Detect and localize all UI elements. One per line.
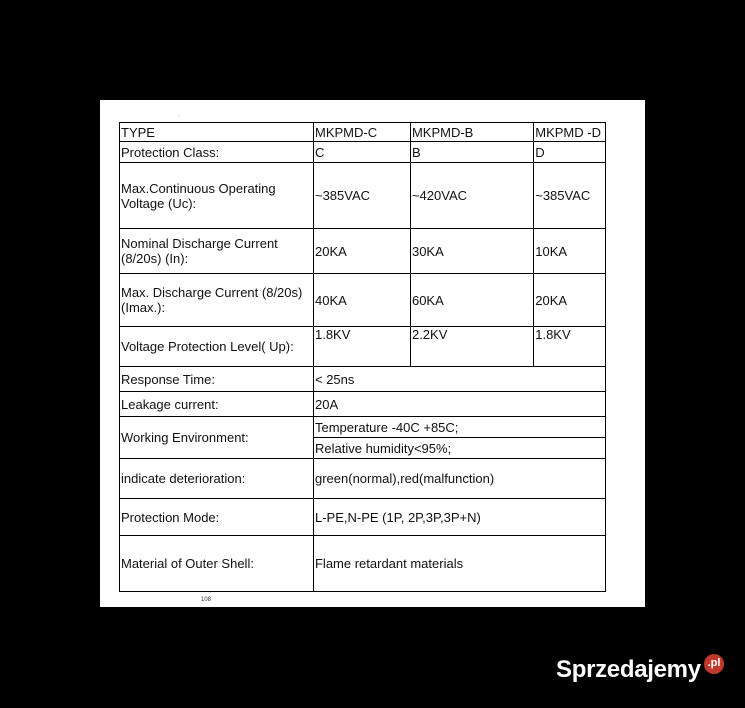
protection-class-label: Protection Class: bbox=[120, 142, 314, 163]
table-row-mode bbox=[120, 499, 606, 536]
imax-label: Max. Discharge Current (8/20s) (Imax.): bbox=[120, 274, 314, 327]
mode-value: L-PE,N-PE (1P, 2P,3P,3P+N) bbox=[313, 499, 605, 536]
watermark-text: Sprzedajemy bbox=[556, 656, 701, 683]
specification-table bbox=[119, 122, 606, 592]
environment-label: Working Environment: bbox=[120, 417, 314, 459]
type-d: MKPMD -D bbox=[534, 123, 606, 142]
shell-value: Flame retardant materials bbox=[313, 536, 605, 592]
imax-d: 20KA bbox=[534, 274, 606, 327]
imax-c: 40KA bbox=[313, 274, 410, 327]
table-row-uc bbox=[120, 163, 606, 229]
in-c: 20KA bbox=[313, 229, 410, 274]
imax-b: 60KA bbox=[410, 274, 533, 327]
in-d: 10KA bbox=[534, 229, 606, 274]
watermark-badge: .pl bbox=[704, 654, 724, 674]
up-label: Voltage Protection Level( Up): bbox=[120, 327, 314, 367]
deterioration-label: indicate deterioration: bbox=[120, 459, 314, 499]
table-row-shell bbox=[120, 536, 606, 592]
leakage-label: Leakage current: bbox=[120, 392, 314, 417]
protection-class-c: C bbox=[313, 142, 410, 163]
environment-temperature: Temperature -40C +85C; bbox=[313, 417, 605, 438]
shell-label: Material of Outer Shell: bbox=[120, 536, 314, 592]
table-row-up bbox=[120, 327, 606, 367]
table-row-leakage bbox=[120, 392, 606, 417]
protection-class-b: B bbox=[410, 142, 533, 163]
type-label: TYPE bbox=[120, 123, 314, 142]
response-label: Response Time: bbox=[120, 367, 314, 392]
protection-class-d: D bbox=[534, 142, 606, 163]
in-b: 30KA bbox=[410, 229, 533, 274]
uc-b: ~420VAC bbox=[410, 163, 533, 229]
table-row-in bbox=[120, 229, 606, 274]
up-d: 1.8KV bbox=[534, 327, 606, 367]
table-row-response bbox=[120, 367, 606, 392]
in-label: Nominal Discharge Current (8/20s) (In): bbox=[120, 229, 314, 274]
uc-c: ~385VAC bbox=[313, 163, 410, 229]
response-value: < 25ns bbox=[313, 367, 605, 392]
up-b: 2.2KV bbox=[410, 327, 533, 367]
table-row-type bbox=[120, 123, 606, 142]
leakage-value: 20A bbox=[313, 392, 605, 417]
table-row-imax bbox=[120, 274, 606, 327]
document-page bbox=[100, 100, 645, 607]
table-row-deterioration bbox=[120, 459, 606, 499]
table-row-environment bbox=[120, 417, 606, 438]
type-c: MKPMD-C bbox=[313, 123, 410, 142]
up-c: 1.8KV bbox=[313, 327, 410, 367]
uc-label: Max.Continuous Operating Voltage (Uc): bbox=[120, 163, 314, 229]
table-row-protection-class bbox=[120, 142, 606, 163]
environment-humidity: Relative humidity<95%; bbox=[313, 438, 605, 459]
page-number: 108 bbox=[201, 597, 212, 603]
mode-label: Protection Mode: bbox=[120, 499, 314, 536]
page-mark-dot: . bbox=[178, 112, 180, 118]
type-b: MKPMD-B bbox=[410, 123, 533, 142]
deterioration-value: green(normal),red(malfunction) bbox=[313, 459, 605, 499]
uc-d: ~385VAC bbox=[534, 163, 606, 229]
